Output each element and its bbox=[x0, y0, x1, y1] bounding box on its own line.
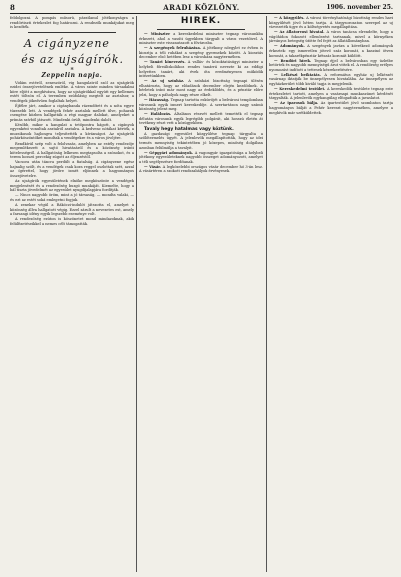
news-item bbox=[139, 132, 263, 150]
paragraph: — Nincs nagyobb öröm, mint a jó társaság, — mondta valaki, — és ezt az estét soká emlegetni fogjuk. bbox=[10, 193, 134, 202]
news-item bbox=[269, 44, 393, 58]
news-item-text: a kereskedelmi miniszter tegnap városunkba érkezett, ahol a vasúti ügyekben tárgyalt a város vezetőivel. A miniszter este visszautazott a fővárosba. bbox=[139, 32, 263, 46]
column-rule bbox=[266, 16, 267, 572]
news-item-text: Tegnap éjjel a belvárosban egy üzletbe betörtek és nagyobb mennyiségű árut vittek el. A rendőrség erélyes nyomozást indított a tettesek kézrekerítésére. bbox=[269, 58, 393, 72]
paragraph: Az ujságírók egyesületének elnöke megköszönte a vendégek megjelenését és a rendezőség buzgó munkáját. Kiemelte, hogy a bál tiszta jövedelmét az egyesület nyugdíjalapjára fordítják. bbox=[10, 179, 134, 193]
news-item bbox=[139, 46, 263, 60]
news-item bbox=[269, 87, 393, 101]
news-item bbox=[139, 60, 263, 78]
column-2 bbox=[139, 16, 263, 572]
masthead: ARADI KÖZLÖNY. bbox=[163, 3, 240, 12]
news-item-title: — Halálozás. bbox=[144, 112, 175, 117]
news-item-text: A szegények javára a következő adományok érkeztek: egy ismeretlen jótevő száz koronát, a kaszinó ötven koronát, a takarékpénztár kétszáz koronát küldött. bbox=[269, 44, 393, 58]
news-item-title: — Kereskedelmi testület. bbox=[274, 87, 328, 92]
news-item-text: A gazdasági egyesület közgyűlése tegnap tárgyalta a szőlőtermelés ügyét. A jelenlevők megállapították, hogy az idei termés mennyiség tekintetében jó közepes, minőség dolgában azonban felülmúlja a tavalyit. bbox=[139, 131, 263, 150]
news-item-text: Az ipartestület jövő szombaton tartja hagyományos bálját a Fehér kereszt nagytermében, amelyre a meghívók már szétküldettek. bbox=[269, 101, 393, 115]
news-items-after bbox=[139, 132, 263, 174]
news-item-title: — Tanári kinevezés. bbox=[144, 60, 188, 65]
news-item bbox=[269, 30, 393, 44]
news-item-title: — Az állatorvosi hivatal. bbox=[274, 30, 327, 35]
news-item-title: — Adományok. bbox=[274, 44, 308, 49]
news-item-text: A színházi bizottság tegnapi ülésén elhatározta, hogy az előadások december elején kezdődnek. A bérletek iránt már most nagy az érdeklődés, és a pénztár előre jelzi, hogy a páholyok nagy része elkelt. bbox=[139, 79, 263, 97]
news-item-text: A kereskedők testülete tegnap este értekezletet tartott, amelyen a vasárnapi munkaszünet kérdését tárgyalták. A jelenlevők egyhangúlag elfogadták a javaslatot. bbox=[269, 87, 393, 101]
paragraph: A rendezőség ezúton is köszönetet mond mindazoknak, akik felülfizetéseikkel a nemes célt támogatták. bbox=[10, 217, 134, 226]
news-item bbox=[139, 98, 263, 112]
news-item-text: A városi törvényhatósági bizottság rendes havi közgyűlését jövő héten tartja. A tárgysorozaton szerepel az uj vízvezeték ügye és a költségvetés megállapítása. bbox=[269, 16, 393, 30]
news-item-title: — Vásár. bbox=[144, 164, 163, 169]
column-1 bbox=[10, 16, 134, 572]
column-rule bbox=[136, 16, 137, 572]
news-items bbox=[139, 32, 263, 126]
news-item-title: — Rendőri hírek. bbox=[274, 58, 315, 63]
news-item-title: — A szegények felruházása. bbox=[144, 46, 203, 51]
news-item-title: — Az iparosok bálja. bbox=[274, 101, 321, 106]
news-item-title: — Az uj színház. bbox=[144, 79, 189, 84]
news-item bbox=[139, 151, 263, 165]
news-item-text: A jótékony nőegylet ez évben is kiosztja a téli ruhákat a szegény gyermekek között. A kiosztás december első hetében lesz a városháza nagytermében. bbox=[139, 46, 263, 60]
news-item bbox=[269, 59, 393, 73]
news-item bbox=[269, 101, 393, 115]
page-header bbox=[10, 3, 393, 14]
issue-date: 1906. november 25. bbox=[326, 4, 393, 11]
news-section-title: HÍREK. bbox=[180, 16, 222, 26]
article-subtitle: Zeppelin napja. bbox=[41, 71, 103, 79]
news-item bbox=[269, 73, 393, 87]
news-item-text: Általános részvét mellett temették el tegnap délután városunk egyik legrégibb polgárát, aki hosszú életén át tevékeny részt vett a közügyekben. bbox=[139, 112, 263, 126]
news-item-title: — Lelkészi beiktatás. bbox=[274, 72, 325, 77]
news-item-title: — Házasság. bbox=[144, 98, 171, 103]
news-item-title: — Gépgyári adományok. bbox=[144, 150, 195, 155]
news-item-title: — Miniszter bbox=[144, 32, 174, 36]
page-number: 8 bbox=[10, 3, 15, 12]
column-3 bbox=[269, 16, 393, 572]
news-item bbox=[139, 165, 263, 174]
news-item-title: — A közgyűlés. bbox=[274, 16, 307, 20]
news-item bbox=[139, 112, 263, 126]
top-paragraph: feldolgozni. A pompás műsorú, páratlanul jótékonyságra a rendőrtiszti értekezlet fog határozni. A rendezők munkájukat meg is kezdték. bbox=[10, 16, 134, 30]
paragraph: Rendkívül szép volt a felolvasás, amelyben az estély rendezője megemlékezett a sajtó hivatásáról és a közönség iránti kötelességről. A hallgatóság lelkesen megtapsolta a szónokot, és a terem hosszú percekig zúgott az éljenzéstől. bbox=[10, 141, 134, 160]
news-item-text: A legközelebbi országos vásár december hó 3-án lesz. A vásártéren a szokott rendszabályok érvényesek. bbox=[139, 164, 263, 174]
article-body bbox=[10, 81, 134, 227]
star-ornament: ✻ bbox=[70, 65, 74, 71]
news-item-text: Tegnap tartotta esküvőjét a belvárosi templomban városunk egyik ismert kereskedője. A szertartáson nagy számú közönség jelent meg. bbox=[139, 98, 263, 112]
news-item-text: A vallás- és közoktatásügyi miniszter a helybeli főreáliskolához rendes tanárrá nevezte ki az eddigi helyettes tanárt, aki évek óta eredményesen működik intézetünkben. bbox=[139, 60, 263, 79]
separator-line bbox=[28, 32, 116, 33]
news-items bbox=[269, 16, 393, 115]
paragraph: Éjfélre járt, amikor a cigánybanda rázendített és a nóta egyre tüzesebb lett. A vendégek fehér asztalok mellett ülve, poharak csengése közben hallgatták a régi magyar dalokat, amelyeket a prímás szívből játszott. Mindenki örült, mindenki dalolt. bbox=[10, 103, 134, 122]
paragraph: Később, mikor a hangulat a tetőpontra hágott, a cigányok egyenként vonultak asztalról asztalra. A kedvenc nótákat kérték, a muzsikusok hajlongva teljesítették a kívánságot. Az ujságírók pohárköszöntőket mondtak a vendégekre és a város jövőjére. bbox=[10, 122, 134, 141]
news-item-text: A város tanácsa elrendelte, hogy a vágóhídon fokozott ellenőrzést tartsanak, mivel a környéken járványos betegség ütötte fel fejét az állatállományban. bbox=[269, 30, 393, 44]
section-title-line-1: A cigányzene bbox=[24, 36, 110, 50]
paragraph: Vidám estéről, zeneszóról, vig hangulatról szól az ujságírók ezidei összejövetelének emléke. A város szinte minden társadalmi köre eljött a meghívásra, hogy az ujságírókkal együtt egy kellemes estét töltsön el. A teremben zsúfolásig megtelt az asztalsor, a vendégek jókedvűen foglaltak helyet. bbox=[10, 80, 134, 103]
news-item bbox=[139, 32, 263, 46]
separator-line bbox=[157, 29, 245, 30]
news-item-text: A vagongyár igazgatósága a helybeli jótékony egyesületeknek nagyobb összeget adományozott, amelyet a téli segélyezésre fordítanak. bbox=[139, 150, 263, 164]
news-headline: Tavaly hegy hatalmas vagy köztünk. bbox=[144, 126, 234, 132]
news-item bbox=[269, 16, 393, 30]
news-item-text: A református egyház uj lelkészét vasárnap iktatják be ünnepélyesen hivatalába. Az ünnepélyen az egyházkerület több kiváló tagja is megjelenik. bbox=[269, 72, 393, 87]
paragraph: A zenekar végül a Rákóczi-indulót játszotta el, amelyet a közönség állva hallgatott végig. Ezzel zárult a nevezetes est, amely a farsangi idény egyik legszebb eseménye volt. bbox=[10, 203, 134, 217]
paragraph: Vacsora után táncra perdült a fiatalság. A cigányzene egész hajnalig szólt, és a vendégek csak kora reggel oszlottak szét, azzal az ígérettel, hogy jövőre ismét eljönnek a hagyományos összejövetelre. bbox=[10, 160, 134, 178]
news-item bbox=[139, 79, 263, 97]
section-title-line-2: és az ujságírók. bbox=[21, 52, 124, 66]
